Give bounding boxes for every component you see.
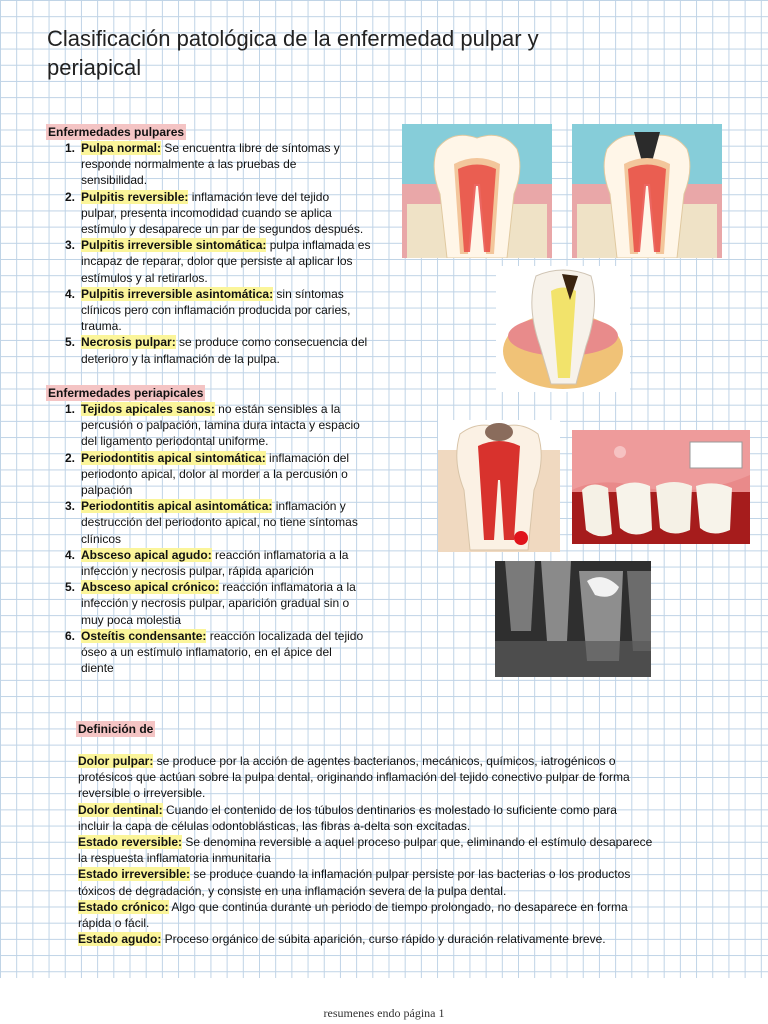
- pulpar-item-term: Pulpa normal:: [81, 141, 162, 155]
- pulpar-item-term: Pulpitis irreversible sintomática:: [81, 238, 267, 253]
- definition-line: [78, 915, 698, 931]
- definition-text: reversible o irreversible.: [78, 786, 206, 801]
- periapical-item-text: inflamación y: [272, 499, 346, 514]
- periapical-item-number: 6.: [64, 628, 75, 643]
- pulpar-item: [64, 286, 401, 335]
- periapical-item-number: 2.: [64, 450, 75, 465]
- definition-text: rápida o fácil.: [78, 916, 150, 930]
- healthy-tooth-image: [402, 124, 552, 258]
- pulpar-item-term: Pulpitis reversible:: [81, 189, 189, 204]
- periapical-item: [64, 579, 401, 628]
- periapical-item-text: muy poca molestia: [81, 612, 182, 627]
- periapical-item-text: clínicos: [81, 531, 122, 546]
- periapical-item-text: del ligamento periodontal uniforme.: [81, 434, 269, 449]
- pulpar-item: [64, 334, 401, 366]
- pulpar-item-text: trauma.: [81, 319, 122, 334]
- page-title: Clasificación patológica de la enfermedad pulpar y periapical: [47, 26, 539, 80]
- caries-tooth-image: [572, 124, 722, 258]
- pulpar-item-text: se produce como consecuencia del: [175, 335, 368, 350]
- periapical-item-text: infección y necrosis pulpar, rápida aparición: [81, 564, 314, 578]
- pulpar-item-text: sensibilidad.: [81, 173, 148, 188]
- definition-term: Estado irreversible:: [78, 867, 191, 882]
- pulpar-item-text: responde normalmente a las pruebas de: [81, 157, 297, 172]
- pulpar-item-term: Pulpitis irreversible asintomática:: [81, 286, 274, 301]
- pulpar-item-text: deterioro y la inflamación de la pulpa.: [81, 351, 280, 366]
- pulpar-item-text: estímulo y desaparece un par de segundos después.: [81, 222, 364, 236]
- definition-line: [78, 883, 698, 899]
- periapical-item-number: 1.: [64, 402, 75, 416]
- periapical-item-term: Periodontitis apical sintomática:: [81, 450, 266, 465]
- pulpar-item-text: incapaz de reparar, dolor que persiste al aplicar los: [81, 254, 353, 269]
- pulpar-item-text: clínicos pero con inflamación producida por caries,: [81, 303, 351, 317]
- definition-line: [78, 818, 698, 834]
- pulpares-heading: Enfermedades pulpares: [48, 125, 185, 139]
- periapical-item-text: inflamación del: [265, 450, 350, 465]
- periapical-item-text: diente: [81, 661, 114, 676]
- definition-text: protésicos que actúan sobre la pulpa dental, originando inflamación del tejido conectivo pulpar de forma: [78, 770, 630, 785]
- gum-abscess-photo: [572, 430, 750, 544]
- pulpar-item-text: inflamación leve del tejido: [188, 189, 330, 204]
- periapical-item-text: reacción inflamatoria a la: [211, 547, 349, 562]
- pulpar-item-text: pulpar, presenta incomodidad cuando se aplica: [81, 205, 332, 220]
- periapical-item: [64, 547, 401, 579]
- pulpar-item-number: 3.: [64, 238, 75, 253]
- pulpar-item-text: Se encuentra libre de síntomas y: [161, 141, 340, 155]
- definition-line: [78, 785, 698, 801]
- definition-text: tóxicos de degradación, y consiste en una inflamación severa de la pulpa dental.: [78, 883, 507, 898]
- pulpar-item-number: 2.: [64, 189, 75, 204]
- pulpar-item-text: estímulos y al retirarlos.: [81, 270, 208, 285]
- definition-text: la respuesta inflamatoria inmunitaria: [78, 851, 271, 866]
- pulpar-item-term: Necrosis pulpar:: [81, 335, 176, 350]
- periapical-item-term: Periodontitis apical asintomática:: [81, 499, 273, 514]
- periapicales-heading: Enfermedades periapicales: [48, 386, 204, 400]
- periapical-item-term: Osteítis condensante:: [81, 628, 207, 643]
- page-footer: resumenes endo página 1: [323, 1006, 445, 1020]
- definition-line: [78, 899, 698, 915]
- definition-line: [78, 866, 698, 882]
- periapical-item-text: no están sensibles a la: [214, 402, 341, 416]
- periapical-item: [64, 401, 401, 450]
- periapical-item: [64, 498, 401, 547]
- definicion-heading: Definición de: [78, 722, 154, 736]
- pulpar-item: [64, 237, 401, 286]
- pulp-necrosis-tooth-image: [496, 266, 630, 392]
- pulpar-item: [64, 189, 401, 238]
- definition-line: [78, 931, 698, 947]
- periapical-item-term: Absceso apical crónico:: [81, 580, 220, 595]
- periapical-item-text: infección y necrosis pulpar, aparición gradual sin o: [81, 596, 350, 611]
- pulpar-item-text: sin síntomas: [273, 286, 344, 301]
- periapical-item: [64, 450, 401, 499]
- pulpar-item-number: 4.: [64, 286, 75, 301]
- periapical-item-number: 3.: [64, 499, 75, 514]
- definition-text: incluir la capa de células odontoblásticas, las fibras a-delta son excitadas.: [78, 818, 471, 833]
- definition-term: Dolor pulpar:: [78, 754, 154, 768]
- definition-text: Cuando el contenido de los túbulos dentinarios es molestado lo suficiente como para: [162, 802, 617, 817]
- apical-abscess-tooth-image: [438, 420, 560, 552]
- periapical-item-number: 5.: [64, 580, 75, 595]
- definition-term: Estado crónico:: [78, 899, 169, 914]
- periapical-item-text: periodonto apical, dolor al morder a la percusión o: [81, 466, 348, 481]
- periapical-item-text: óseo a un estímulo inflamatorio, en el ápice del: [81, 645, 332, 659]
- definition-term: Estado agudo:: [78, 932, 162, 947]
- dental-xray-image: [495, 561, 651, 677]
- definition-text: Algo que continúa durante un periodo de tiempo prolongado, no desaparece en forma: [168, 899, 628, 914]
- periapical-item-text: palpación: [81, 483, 133, 497]
- pulpar-item-text: pulpa inflamada es: [266, 238, 371, 253]
- periapical-item: [64, 628, 401, 677]
- definition-text: Se denomina reversible a aquel proceso pulpar que, eliminando el estímulo desaparece: [182, 835, 653, 849]
- periapical-item-number: 4.: [64, 547, 75, 562]
- pulpar-item: [64, 140, 401, 189]
- definition-text: se produce cuando la inflamación pulpar persiste por las bacterias o los productos: [190, 867, 631, 882]
- periapical-item-text: destrucción del periodonto apical, no tiene síntomas: [81, 515, 358, 530]
- pulpar-item-number: 5.: [64, 335, 75, 350]
- periapical-item-term: Tejidos apicales sanos:: [81, 402, 215, 416]
- definition-line: [78, 769, 698, 785]
- definition-term: Estado reversible:: [78, 835, 183, 849]
- periapical-item-text: percusión o palpación, lamina dura intacta y espacio: [81, 418, 360, 433]
- definition-line: [78, 850, 698, 866]
- definition-line: [78, 834, 698, 850]
- definition-text: Proceso orgánico de súbita aparición, curso rápido y duración relativamente breve.: [161, 932, 606, 947]
- periapical-item-term: Absceso apical agudo:: [81, 547, 212, 562]
- definition-text: se produce por la acción de agentes bacterianos, mecánicos, químicos, iatrogénicos o: [153, 754, 616, 768]
- definition-line: [78, 753, 698, 769]
- periapical-item-text: reacción inflamatoria a la: [219, 580, 356, 595]
- definition-term: Dolor dentinal:: [78, 802, 163, 817]
- periapical-item-text: reacción localizada del tejido: [206, 628, 364, 643]
- definition-line: [78, 802, 698, 818]
- pulpar-item-number: 1.: [64, 141, 75, 155]
